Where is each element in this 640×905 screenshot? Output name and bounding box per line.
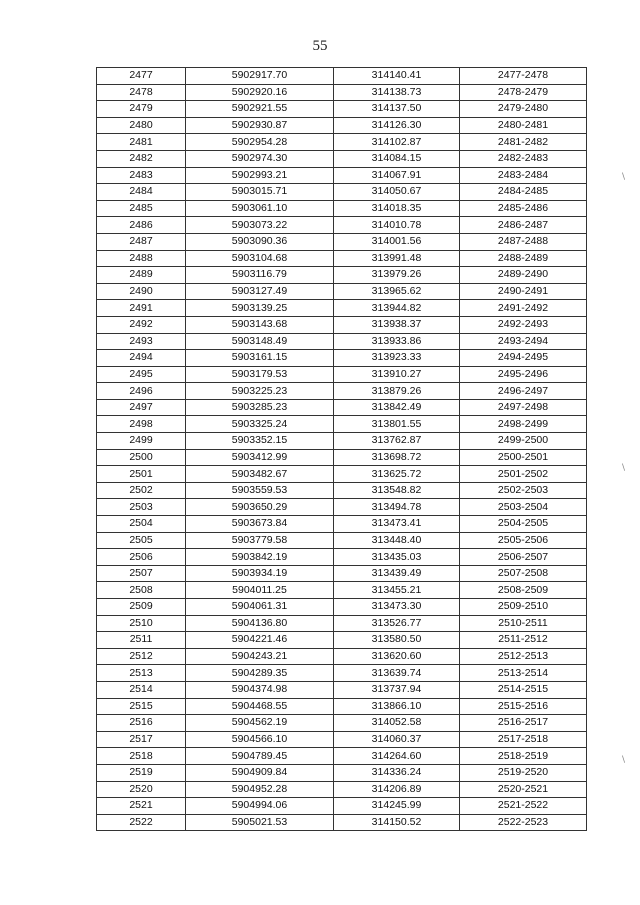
point-number-cell: 2516 [97,715,186,732]
y-coordinate-cell: 313842.49 [334,399,460,416]
point-number-cell: 2519 [97,764,186,781]
table-row [97,565,587,582]
table-row [97,267,587,284]
segment-cell: 2515-2516 [460,698,587,715]
segment-cell: 2492-2493 [460,316,587,333]
x-coordinate-cell: 5904374.98 [186,681,334,698]
point-number-cell: 2517 [97,731,186,748]
table-row [97,781,587,798]
table-row [97,449,587,466]
table-row [97,68,587,85]
y-coordinate-cell: 314102.87 [334,134,460,151]
point-number-cell: 2484 [97,184,186,201]
segment-cell: 2522-2523 [460,814,587,831]
x-coordinate-cell: 5904011.25 [186,582,334,599]
point-number-cell: 2497 [97,399,186,416]
segment-cell: 2497-2498 [460,399,587,416]
table-row [97,715,587,732]
point-number-cell: 2496 [97,383,186,400]
table-row [97,184,587,201]
y-coordinate-cell: 313526.77 [334,615,460,632]
table-row [97,316,587,333]
segment-cell: 2503-2504 [460,499,587,516]
segment-cell: 2518-2519 [460,748,587,765]
segment-cell: 2506-2507 [460,549,587,566]
table-row [97,300,587,317]
x-coordinate-cell: 5902917.70 [186,68,334,85]
x-coordinate-cell: 5903073.22 [186,217,334,234]
table-row [97,748,587,765]
y-coordinate-cell: 314245.99 [334,798,460,815]
y-coordinate-cell: 313965.62 [334,283,460,300]
y-coordinate-cell: 313639.74 [334,665,460,682]
segment-cell: 2511-2512 [460,632,587,649]
x-coordinate-cell: 5903325.24 [186,416,334,433]
x-coordinate-cell: 5903061.10 [186,200,334,217]
x-coordinate-cell: 5904289.35 [186,665,334,682]
segment-cell: 2484-2485 [460,184,587,201]
x-coordinate-cell: 5903148.49 [186,333,334,350]
point-number-cell: 2501 [97,466,186,483]
y-coordinate-cell: 313473.30 [334,599,460,616]
x-coordinate-cell: 5903482.67 [186,466,334,483]
point-number-cell: 2486 [97,217,186,234]
table-row [97,482,587,499]
segment-cell: 2502-2503 [460,482,587,499]
point-number-cell: 2493 [97,333,186,350]
y-coordinate-cell: 313494.78 [334,499,460,516]
x-coordinate-cell: 5904468.55 [186,698,334,715]
table-row [97,681,587,698]
scan-mark: \ [622,463,626,473]
point-number-cell: 2515 [97,698,186,715]
table-row [97,416,587,433]
x-coordinate-cell: 5903015.71 [186,184,334,201]
point-number-cell: 2481 [97,134,186,151]
segment-cell: 2480-2481 [460,117,587,134]
x-coordinate-cell: 5903143.68 [186,316,334,333]
x-coordinate-cell: 5903412.99 [186,449,334,466]
segment-cell: 2498-2499 [460,416,587,433]
table-row [97,383,587,400]
y-coordinate-cell: 314336.24 [334,764,460,781]
y-coordinate-cell: 313625.72 [334,466,460,483]
segment-cell: 2521-2522 [460,798,587,815]
table-row [97,466,587,483]
y-coordinate-cell: 314052.58 [334,715,460,732]
x-coordinate-cell: 5904952.28 [186,781,334,798]
point-number-cell: 2478 [97,84,186,101]
y-coordinate-cell: 313879.26 [334,383,460,400]
coordinates-table [96,67,587,831]
segment-cell: 2482-2483 [460,150,587,167]
segment-cell: 2490-2491 [460,283,587,300]
y-coordinate-cell: 314140.41 [334,68,460,85]
y-coordinate-cell: 314001.56 [334,233,460,250]
segment-cell: 2500-2501 [460,449,587,466]
y-coordinate-cell: 314067.91 [334,167,460,184]
segment-cell: 2495-2496 [460,366,587,383]
table-row [97,549,587,566]
x-coordinate-cell: 5903650.29 [186,499,334,516]
point-number-cell: 2494 [97,350,186,367]
x-coordinate-cell: 5903116.79 [186,267,334,284]
y-coordinate-cell: 314137.50 [334,101,460,118]
table-row [97,532,587,549]
table-row [97,632,587,649]
point-number-cell: 2512 [97,648,186,665]
point-number-cell: 2491 [97,300,186,317]
point-number-cell: 2505 [97,532,186,549]
table-row [97,814,587,831]
segment-cell: 2517-2518 [460,731,587,748]
point-number-cell: 2483 [97,167,186,184]
y-coordinate-cell: 313439.49 [334,565,460,582]
y-coordinate-cell: 313923.33 [334,350,460,367]
segment-cell: 2505-2506 [460,532,587,549]
x-coordinate-cell: 5903559.53 [186,482,334,499]
y-coordinate-cell: 314084.15 [334,150,460,167]
x-coordinate-cell: 5903673.84 [186,516,334,533]
x-coordinate-cell: 5904243.21 [186,648,334,665]
segment-cell: 2491-2492 [460,300,587,317]
segment-cell: 2513-2514 [460,665,587,682]
x-coordinate-cell: 5904221.46 [186,632,334,649]
point-number-cell: 2510 [97,615,186,632]
segment-cell: 2516-2517 [460,715,587,732]
table-row [97,200,587,217]
segment-cell: 2485-2486 [460,200,587,217]
table-row [97,250,587,267]
y-coordinate-cell: 313698.72 [334,449,460,466]
point-number-cell: 2488 [97,250,186,267]
table-row [97,167,587,184]
y-coordinate-cell: 314150.52 [334,814,460,831]
x-coordinate-cell: 5903161.15 [186,350,334,367]
x-coordinate-cell: 5904566.10 [186,731,334,748]
x-coordinate-cell: 5903934.19 [186,565,334,582]
point-number-cell: 2520 [97,781,186,798]
segment-cell: 2512-2513 [460,648,587,665]
point-number-cell: 2514 [97,681,186,698]
segment-cell: 2488-2489 [460,250,587,267]
segment-cell: 2496-2497 [460,383,587,400]
x-coordinate-cell: 5903127.49 [186,283,334,300]
table-row [97,648,587,665]
segment-cell: 2501-2502 [460,466,587,483]
y-coordinate-cell: 313801.55 [334,416,460,433]
y-coordinate-cell: 314206.89 [334,781,460,798]
table-row [97,217,587,234]
y-coordinate-cell: 313944.82 [334,300,460,317]
segment-cell: 2519-2520 [460,764,587,781]
x-coordinate-cell: 5905021.53 [186,814,334,831]
x-coordinate-cell: 5902954.28 [186,134,334,151]
scan-mark: \ [622,755,626,765]
point-number-cell: 2495 [97,366,186,383]
scan-mark: \ [622,172,626,182]
segment-cell: 2478-2479 [460,84,587,101]
point-number-cell: 2479 [97,101,186,118]
table-row [97,516,587,533]
segment-cell: 2493-2494 [460,333,587,350]
segment-cell: 2507-2508 [460,565,587,582]
table-row [97,117,587,134]
y-coordinate-cell: 313448.40 [334,532,460,549]
table-row [97,233,587,250]
y-coordinate-cell: 314018.35 [334,200,460,217]
table-row [97,283,587,300]
x-coordinate-cell: 5903842.19 [186,549,334,566]
x-coordinate-cell: 5902920.16 [186,84,334,101]
x-coordinate-cell: 5903225.23 [186,383,334,400]
point-number-cell: 2506 [97,549,186,566]
table-row [97,433,587,450]
segment-cell: 2499-2500 [460,433,587,450]
point-number-cell: 2504 [97,516,186,533]
segment-cell: 2508-2509 [460,582,587,599]
segment-cell: 2486-2487 [460,217,587,234]
segment-cell: 2504-2505 [460,516,587,533]
y-coordinate-cell: 314264.60 [334,748,460,765]
table-row [97,731,587,748]
table-row [97,764,587,781]
y-coordinate-cell: 313473.41 [334,516,460,533]
x-coordinate-cell: 5902930.87 [186,117,334,134]
point-number-cell: 2489 [97,267,186,284]
y-coordinate-cell: 313762.87 [334,433,460,450]
y-coordinate-cell: 313580.50 [334,632,460,649]
segment-cell: 2514-2515 [460,681,587,698]
point-number-cell: 2498 [97,416,186,433]
point-number-cell: 2518 [97,748,186,765]
x-coordinate-cell: 5902974.30 [186,150,334,167]
point-number-cell: 2507 [97,565,186,582]
y-coordinate-cell: 313991.48 [334,250,460,267]
segment-cell: 2479-2480 [460,101,587,118]
table-row [97,499,587,516]
point-number-cell: 2509 [97,599,186,616]
y-coordinate-cell: 313866.10 [334,698,460,715]
table-row [97,366,587,383]
segment-cell: 2520-2521 [460,781,587,798]
x-coordinate-cell: 5903139.25 [186,300,334,317]
point-number-cell: 2503 [97,499,186,516]
table-row [97,615,587,632]
x-coordinate-cell: 5904562.19 [186,715,334,732]
y-coordinate-cell: 313435.03 [334,549,460,566]
x-coordinate-cell: 5903104.68 [186,250,334,267]
point-number-cell: 2508 [97,582,186,599]
table-row [97,798,587,815]
y-coordinate-cell: 313933.86 [334,333,460,350]
y-coordinate-cell: 313620.60 [334,648,460,665]
table-row [97,333,587,350]
y-coordinate-cell: 313548.82 [334,482,460,499]
table-row [97,399,587,416]
table-row [97,101,587,118]
table-row [97,698,587,715]
point-number-cell: 2502 [97,482,186,499]
segment-cell: 2487-2488 [460,233,587,250]
x-coordinate-cell: 5904909.84 [186,764,334,781]
x-coordinate-cell: 5902993.21 [186,167,334,184]
segment-cell: 2477-2478 [460,68,587,85]
x-coordinate-cell: 5904061.31 [186,599,334,616]
point-number-cell: 2487 [97,233,186,250]
y-coordinate-cell: 313938.37 [334,316,460,333]
table-row [97,582,587,599]
y-coordinate-cell: 313910.27 [334,366,460,383]
point-number-cell: 2480 [97,117,186,134]
x-coordinate-cell: 5903179.53 [186,366,334,383]
table-row [97,350,587,367]
coordinates-table-body [97,68,587,831]
x-coordinate-cell: 5903285.23 [186,399,334,416]
y-coordinate-cell: 313979.26 [334,267,460,284]
point-number-cell: 2485 [97,200,186,217]
y-coordinate-cell: 314126.30 [334,117,460,134]
segment-cell: 2510-2511 [460,615,587,632]
point-number-cell: 2513 [97,665,186,682]
point-number-cell: 2511 [97,632,186,649]
y-coordinate-cell: 314050.67 [334,184,460,201]
y-coordinate-cell: 313455.21 [334,582,460,599]
segment-cell: 2483-2484 [460,167,587,184]
page-number: 55 [312,38,328,54]
table-row [97,150,587,167]
point-number-cell: 2499 [97,433,186,450]
x-coordinate-cell: 5903090.36 [186,233,334,250]
x-coordinate-cell: 5904136.80 [186,615,334,632]
x-coordinate-cell: 5904789.45 [186,748,334,765]
table-row [97,134,587,151]
y-coordinate-cell: 313737.94 [334,681,460,698]
point-number-cell: 2477 [97,68,186,85]
point-number-cell: 2490 [97,283,186,300]
x-coordinate-cell: 5903352.15 [186,433,334,450]
point-number-cell: 2522 [97,814,186,831]
x-coordinate-cell: 5903779.58 [186,532,334,549]
x-coordinate-cell: 5902921.55 [186,101,334,118]
segment-cell: 2481-2482 [460,134,587,151]
segment-cell: 2509-2510 [460,599,587,616]
y-coordinate-cell: 314060.37 [334,731,460,748]
point-number-cell: 2521 [97,798,186,815]
y-coordinate-cell: 314138.73 [334,84,460,101]
point-number-cell: 2492 [97,316,186,333]
segment-cell: 2494-2495 [460,350,587,367]
point-number-cell: 2482 [97,150,186,167]
segment-cell: 2489-2490 [460,267,587,284]
table-row [97,599,587,616]
table-row [97,84,587,101]
table-row [97,665,587,682]
y-coordinate-cell: 314010.78 [334,217,460,234]
x-coordinate-cell: 5904994.06 [186,798,334,815]
point-number-cell: 2500 [97,449,186,466]
